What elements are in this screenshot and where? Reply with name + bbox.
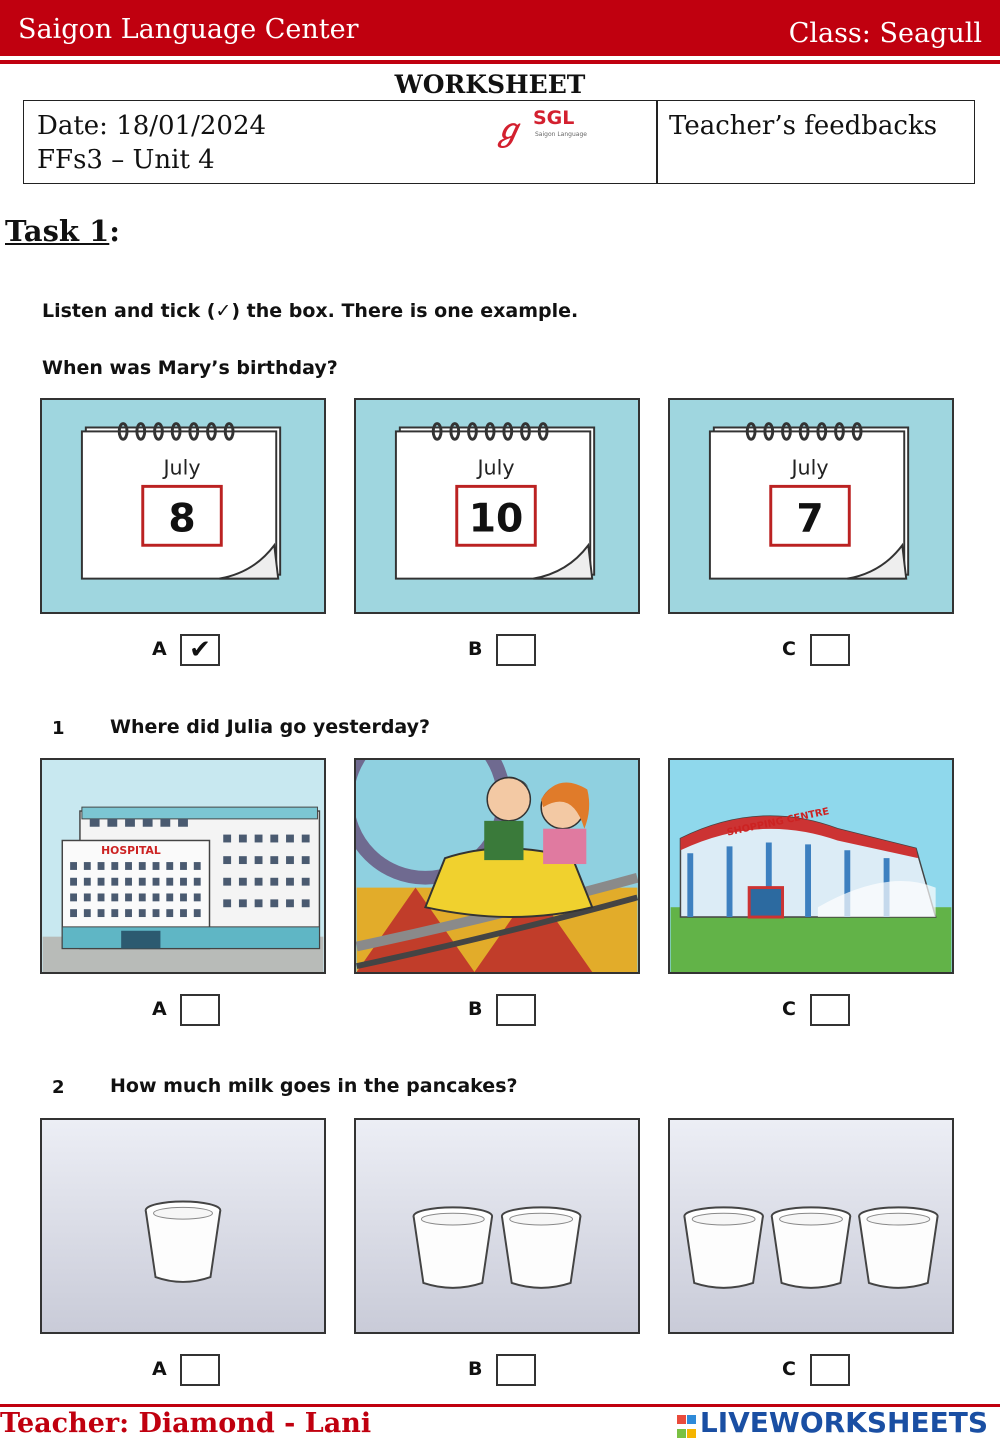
calendar-illustration [356,400,638,612]
option-letter: B [468,998,483,1020]
tick-box[interactable] [810,994,850,1026]
brand-text: LIVEWORKSHEETS [699,1406,988,1439]
calendar-illustration [670,400,952,612]
question-number: 1 [52,718,65,739]
calendar-day: 10 [468,496,524,542]
option-letter: A [152,998,167,1020]
header-divider [0,60,1000,64]
picture-calendar-c [668,398,954,614]
liveworksheets-brand[interactable] [677,1406,988,1439]
milk-glass-illustration [42,1120,324,1332]
picture-hospital [40,758,326,974]
shopping-centre-illustration [670,760,952,972]
picture-calendar-b [354,398,640,614]
task-heading [5,214,120,248]
calendar-month: July [163,455,201,480]
task-colon: : [109,214,121,248]
table-divider [656,101,658,183]
option-letter: A [152,1358,167,1380]
logo-text: SGL [533,107,575,129]
hospital-illustration [42,760,324,972]
teacher-name: Teacher: Diamond - Lani [0,1408,372,1439]
calendar-month: July [477,455,515,480]
picture-one-glass [40,1118,326,1334]
calendar-illustration [42,400,324,612]
roller-coaster-illustration [356,760,638,972]
question-2-text: How much milk goes in the pancakes? [110,1075,518,1097]
teacher-feedback-label: Teacher’s feedbacks [669,111,938,141]
question-number: 2 [52,1077,65,1098]
logo-subtext: Saigon Language [535,131,587,138]
option-letter: C [782,1358,796,1380]
shopping-centre-sign: SHOPPING CENTRE [725,806,831,839]
header-bar [0,0,1000,56]
calendar-day: 7 [796,496,824,542]
milk-glass-illustration [670,1120,952,1332]
tick-box[interactable] [496,634,536,666]
example-question: When was Mary’s birthday? [42,357,338,379]
calendar-day: 8 [168,496,196,542]
unit-text: FFs3 – Unit 4 [37,145,215,175]
milk-glass-illustration [356,1120,638,1332]
picture-three-glasses [668,1118,954,1334]
tick-box[interactable] [496,1354,536,1386]
class-label: Class: Seagull [788,18,982,49]
task-instruction: Listen and tick (✓) the box. There is one example. [42,300,579,322]
calendar-month: July [791,455,829,480]
task-title: Task 1 [5,214,110,248]
question-1-text: Where did Julia go yesterday? [110,716,431,738]
liveworksheets-logo-icon [677,1410,697,1438]
sgl-swirl-icon: ℊ [493,113,523,148]
tick-box[interactable] [180,1354,220,1386]
worksheet-title: WORKSHEET [394,70,586,99]
option-letter: A [152,638,167,660]
option-letter: C [782,998,796,1020]
tick-box[interactable] [810,634,850,666]
sgl-logo [493,103,593,148]
tick-box[interactable] [810,1354,850,1386]
tick-box[interactable] [180,994,220,1026]
picture-two-glasses [354,1118,640,1334]
center-name: Saigon Language Center [18,14,359,45]
tick-box[interactable]: ✔ [180,634,220,666]
hospital-sign: HOSPITAL [101,844,161,858]
picture-calendar-a [40,398,326,614]
picture-shopping-centre [668,758,954,974]
date-text: Date: 18/01/2024 [37,111,267,141]
option-letter: B [468,1358,483,1380]
info-table [23,100,975,184]
picture-roller-coaster [354,758,640,974]
option-letter: B [468,638,483,660]
tick-box[interactable] [496,994,536,1026]
option-letter: C [782,638,796,660]
